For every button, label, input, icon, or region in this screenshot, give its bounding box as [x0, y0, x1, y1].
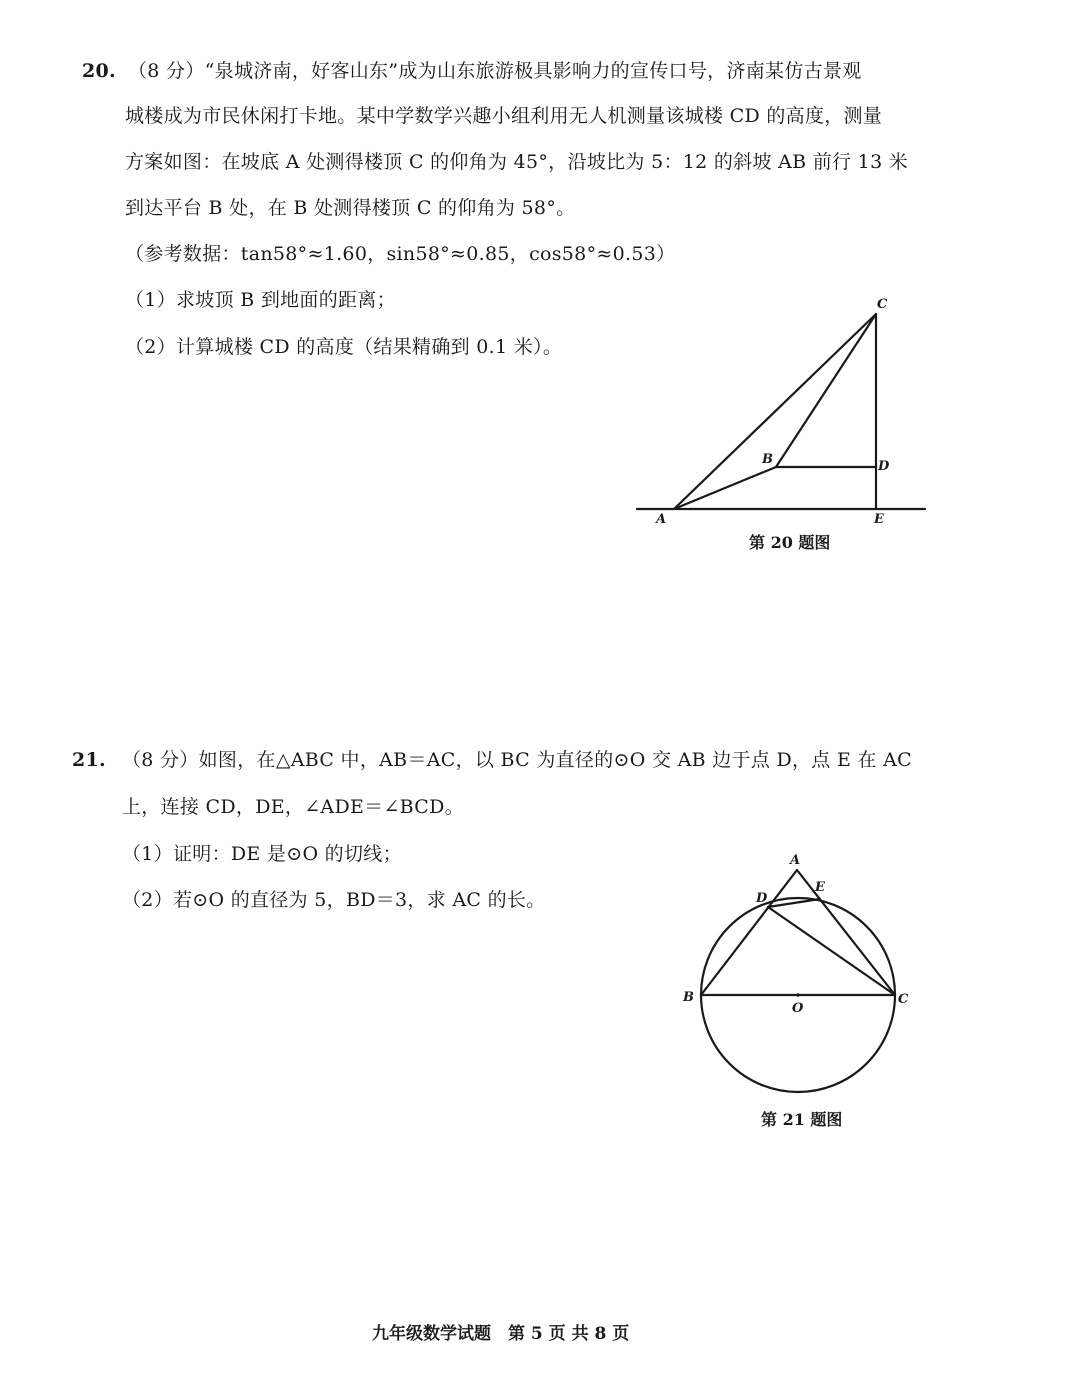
segment-BC — [776, 314, 876, 467]
segment-AC — [797, 870, 895, 995]
q20-number: 20. — [82, 60, 116, 82]
label-B: B — [762, 452, 773, 467]
q20-part-2: （2）计算城楼 CD 的高度（结果精确到 0.1 米）。 — [125, 336, 563, 358]
q20-figure-caption: 第 20 题图 — [749, 533, 831, 552]
q21-line-2: 上，连接 CD，DE，∠ADE＝∠BCD。 — [122, 796, 464, 818]
page-footer: 九年级数学试题 第 5 页 共 8 页 — [372, 1324, 630, 1344]
label-E: E — [815, 880, 825, 895]
q21-figure-caption: 第 21 题图 — [761, 1110, 843, 1129]
segment-AC — [674, 314, 876, 509]
label-O: O — [792, 1001, 804, 1016]
segment-AB — [701, 870, 797, 995]
label-A: A — [790, 853, 801, 868]
q20-line-2: 城楼成为市民休闲打卡地。某中学数学兴趣小组利用无人机测量该城楼 CD 的高度，测量 — [125, 105, 883, 127]
q21-line-1: （8 分）如图，在△ABC 中，AB＝AC，以 BC 为直径的⊙O 交 AB 边于点 D，点 E 在 AC — [122, 749, 912, 771]
q21-part-2: （2）若⊙O 的直径为 5，BD＝3，求 AC 的长。 — [122, 889, 546, 911]
segment-AB — [674, 467, 776, 509]
label-B: B — [683, 990, 694, 1005]
q21-figure — [680, 845, 920, 1095]
q20-line-3: 方案如图：在坡底 A 处测得楼顶 C 的仰角为 45°，沿坡比为 5：12 的斜坡 AB 前行 13 米 — [125, 151, 909, 173]
q20-part-1: （1）求坡顶 B 到地面的距离； — [125, 289, 396, 311]
label-C: C — [877, 297, 888, 312]
q20-line-4: 到达平台 B 处，在 B 处测得楼顶 C 的仰角为 58°。 — [125, 197, 576, 219]
q20-line-1: （8 分）“泉城济南，好客山东”成为山东旅游极具影响力的宣传口号，济南某仿古景观 — [128, 60, 862, 82]
q21-part-1: （1）证明：DE 是⊙O 的切线； — [122, 843, 402, 865]
label-D: D — [756, 891, 768, 906]
q21-number: 21. — [72, 749, 106, 771]
q20-reference-data: （参考数据：tan58°≈1.60，sin58°≈0.85，cos58°≈0.53） — [125, 243, 676, 265]
label-C: C — [898, 992, 909, 1007]
label-A: A — [656, 512, 667, 527]
q20-figure — [625, 292, 945, 532]
segment-CD — [768, 907, 895, 995]
label-E: E — [874, 512, 884, 527]
center-point-O — [796, 993, 800, 997]
label-D: D — [878, 459, 890, 474]
